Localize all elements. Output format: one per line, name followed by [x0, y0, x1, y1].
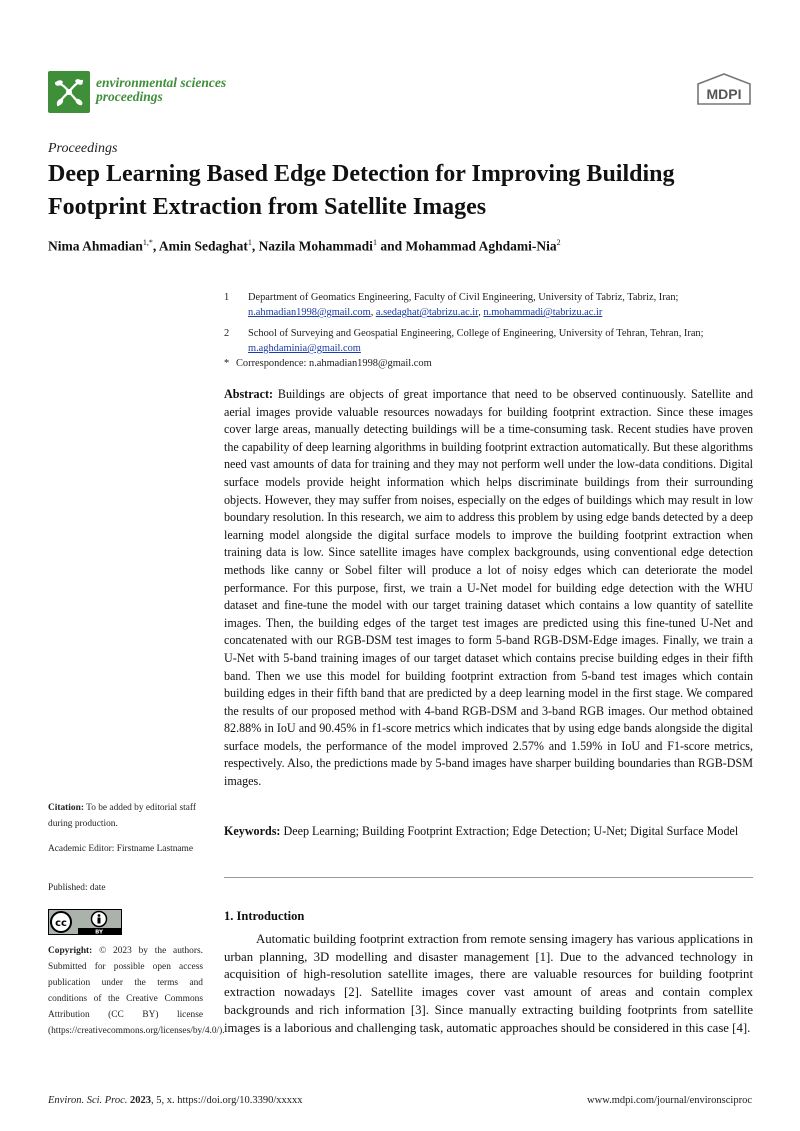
citation-text: To be added by editorial staff during production.: [48, 803, 196, 829]
published-date: Published: date: [48, 883, 106, 893]
abstract-text: Buildings are objects of great importance that need to be observed continuously. Satellite and aerial images provide valuable resources nowadays for building footprint extraction. Since these images cover large areas, manually detecting buildings will be a time-consuming task. Recent studies have proven the capability of deep learning algorithms in building footprint extraction automatically. But these algorithms need vast amounts of data for training and they may not perform well under the low-data conditions. Digital surface models provide height information which helps discriminate buildings from their surrounding objects. However, they may suffer from noises, especially on the edges of buildings which may result in low boundary resolution. In this research, we aim to address this problem by using edge bands detected by a deep learning model alongside the digital surface models to improve the building footprint extraction when training data is low. Since satellite images have complex backgrounds, using conventional edge detection methods like canny or Sobel filter will produce a lot of noisy edges which can deteriorate the model performance. For this purpose, first, we train a U-Net model for building edge detection with the WHU dataset and fine-tune the model with our target training dataset which contains a low quantity of satellite images. Then, the building edges of the target test images are predicted using this fine-tuned U-Net and concatenated with our RGB-DSM test images to form 5-band RGB-DSM-Edge images. Finally, we train a U-Net with 5-band training images of our target dataset which contains precise building edges in their fifth band. Then we use this model for building footprint extraction from 5-band test images which contain building edges in their fifth band that are predicted by a deep learning model in the first stage. We compared the results of our proposed method with 4-band RGB-DSM and 3-band RGB images. Our method obtained 82.88% in IoU and 90.45% in f1-score metrics which indicates that by using edge bands alongside the digital surface models, the performance of the model improved 2.57% and 1.59% in IoU and F1-score metrics, respectively. Also, the predictions made by 5-band images have sharper building boundaries than RGB-DSM images.: [224, 387, 753, 789]
abstract-label: Abstract:: [224, 387, 274, 401]
email-link[interactable]: n.ahmadian1998@gmail.com: [248, 307, 371, 318]
journal-logo-icon: [48, 71, 90, 113]
footer-year: 2023: [130, 1095, 152, 1106]
paper-title: Deep Learning Based Edge Detection for Improving Building Footprint Extraction from Satellite Images: [48, 161, 675, 220]
email-link[interactable]: n.mohammadi@tabrizu.ac.ir: [483, 307, 603, 318]
citation-note: [48, 800, 203, 832]
affiliation-1: 1 Department of Geomatics Engineering, Faculty of Civil Engineering, University of Tabriz, Tabriz, Iran; n.ahmadian1998@gmail.com, a.sedaghat@tabrizu.ac.ir, n.mohammadi@tabrizu.ac.ir: [224, 292, 679, 318]
author-name: Nima Ahmadian: [48, 238, 143, 254]
affiliation-text: Department of Geomatics Engineering, Faculty of Civil Engineering, University of Tabriz, Tabriz, Iran;: [248, 292, 679, 303]
publisher-name: MDPI: [706, 86, 742, 102]
footer-website-link[interactable]: www.mdpi.com/journal/environsciproc: [587, 1095, 752, 1106]
journal-name-line1: environmental sciences: [96, 75, 227, 90]
copyright-text: © 2023 by the authors. Submitted for possible open access publication under the terms and conditions of the Creative Commons Attribution (CC BY) license (https://creativecommons.org/licenses/by/4.0/).: [48, 946, 225, 1036]
author-separator: and: [376, 238, 406, 254]
affiliation-number: 1: [224, 292, 230, 303]
footer-citation: [48, 1095, 303, 1106]
correspondence: [224, 356, 754, 371]
affiliation-text: School of Surveying and Geospatial Engineering, College of Engineering, University of Tehran, Tehran, Iran;: [248, 328, 704, 339]
footer-volume-doi[interactable]: , 5, x. https://doi.org/10.3390/xxxxx: [151, 1095, 303, 1106]
author-separator: ,: [251, 238, 259, 254]
author-separator: ,: [152, 238, 159, 254]
academic-editor: Academic Editor: Firstname Lastname: [48, 844, 194, 854]
author-affil-mark: 1,*: [142, 238, 153, 247]
divider: [224, 877, 753, 878]
abstract: [224, 386, 753, 791]
author-affil-mark: 2: [556, 238, 561, 247]
author-list: [48, 238, 768, 255]
correspondence-mark: *: [224, 358, 230, 369]
journal-name-line2: proceedings: [96, 89, 163, 104]
keywords-text: Deep Learning; Building Footprint Extraction; Edge Detection; U-Net; Digital Surface Model: [283, 824, 739, 838]
citation-label: Citation:: [48, 803, 84, 813]
author-name: Amin Sedaghat: [158, 238, 248, 254]
author-affil-mark: 1: [372, 238, 377, 247]
journal-name: [96, 76, 286, 104]
copyright-label: Copyright:: [48, 946, 93, 956]
keywords-label: Keywords:: [224, 824, 281, 838]
affiliation-2: [224, 326, 754, 356]
email-link[interactable]: a.sedaghat@tabrizu.ac.ir: [375, 307, 479, 318]
affiliation-number: 2: [224, 328, 230, 339]
copyright-notice: [48, 943, 225, 1039]
footer-journal-abbrev: Environ. Sci. Proc.: [48, 1095, 128, 1106]
keywords: [224, 822, 753, 840]
mdpi-logo: [694, 72, 754, 110]
article-type: Proceedings: [48, 141, 118, 156]
author-name: Mohammad Aghdami-Nia: [405, 238, 557, 254]
introduction-paragraph: Automatic building footprint extraction from remote sensing imagery has various applications in urban planning, 3D modelling and disaster management [1]. Due to the advanced technology in acquisition of high-resolution satellite images, there are valuable resources for building footprint extraction nowadays [2]. Satellite images cover vast amount of areas and contain complex backgrounds and rich information [3]. Since manually extracting building footprints from satellite images is a laborious and challenging task, automatic approaches should be considered in this case [4].: [224, 932, 753, 1035]
cc-text: cc: [55, 918, 67, 929]
email-link[interactable]: m.aghdaminia@gmail.com: [248, 343, 361, 354]
section-heading: 1. Introduction: [224, 909, 305, 923]
author-name: Nazila Mohammadi: [258, 238, 373, 254]
author-affil-mark: 1: [247, 238, 252, 247]
correspondence-text: Correspondence: n.ahmadian1998@gmail.com: [236, 358, 432, 369]
by-text: BY: [95, 929, 103, 935]
cc-by-license-icon[interactable]: [48, 909, 122, 935]
